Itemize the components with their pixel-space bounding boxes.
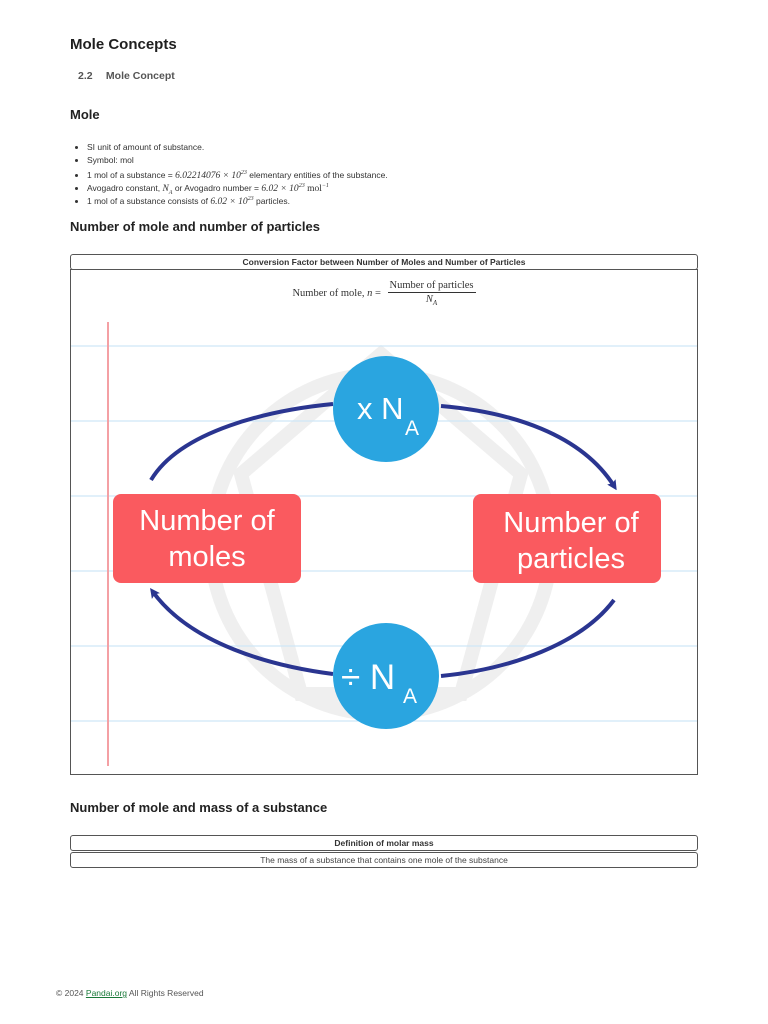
multiply-na-label: x N: [357, 391, 404, 426]
particles-box-line2: particles: [517, 543, 625, 575]
particles-box: [473, 494, 661, 583]
mass-heading: Number of mole and mass of a substance: [70, 800, 328, 815]
mole-formula: Number of mole, n = $\frac{\text{Number of particles}}{N_A}$: [292, 280, 474, 308]
multiply-na-subscript: A: [405, 417, 420, 440]
moles-box-line2: moles: [168, 541, 246, 573]
divide-na-subscript: A: [403, 685, 418, 708]
list-item: • Avogadro constant, $N_A$ or Avogadro number = $6.02 \times 10^{23}$ mol$^{-1}$: [87, 180, 388, 193]
divide-na-label: ÷ N: [341, 658, 396, 697]
math-expression: $6.02 \times 10^{23}$ mol$^{-1}$: [261, 183, 329, 195]
molar-mass-table-row: The mass of a substance that contains one mole of the substance: [70, 852, 698, 868]
list-item: • Symbol: mol: [87, 154, 388, 167]
conversion-table-header: Conversion Factor between Number of Moles and Number of Particles: [70, 254, 698, 270]
footer: [56, 988, 204, 998]
particles-heading: Number of mole and number of particles: [70, 219, 320, 234]
list-item: • 1 mol of a substance consists of $6.02 \times 10^{23}$ particles.: [87, 193, 388, 206]
mole-heading: Mole: [70, 107, 100, 122]
list-item: • SI unit of amount of substance.: [87, 141, 388, 154]
math-expression: $6.02 \times 10^{23}$: [210, 196, 254, 208]
section-title: Mole Concept: [105, 70, 175, 82]
pandai-link[interactable]: Pandai.org: [85, 988, 128, 998]
multiply-na-circle: [333, 356, 439, 462]
list-item: • 1 mol of a substance = $6.02214076 \times 10^{23}$ elementary entities of the substance.: [87, 167, 388, 180]
divide-na-circle: [333, 623, 439, 729]
moles-box-line1: Number of: [139, 505, 275, 537]
page-title: Mole Concepts: [70, 36, 177, 53]
conversion-diagram: [71, 314, 697, 774]
moles-box: [113, 494, 301, 583]
particles-box-line1: Number of: [503, 507, 639, 539]
footer-rights: All Rights Reserved: [127, 988, 204, 998]
molar-mass-table-header: Definition of molar mass: [70, 835, 698, 851]
math-expression: $6.02214076 \times 10^{23}$: [175, 170, 247, 182]
mole-bullet-list: [70, 141, 388, 206]
math-symbol: $N_A$: [162, 184, 173, 197]
footer-copyright: © 2024: [56, 988, 86, 998]
section-number: 2.2: [78, 70, 93, 82]
formula-fraction: $\frac{\text{Number of particles}}{N_A}$: [389, 280, 474, 308]
section-reference: [78, 70, 175, 82]
conversion-table-body: [70, 269, 698, 775]
